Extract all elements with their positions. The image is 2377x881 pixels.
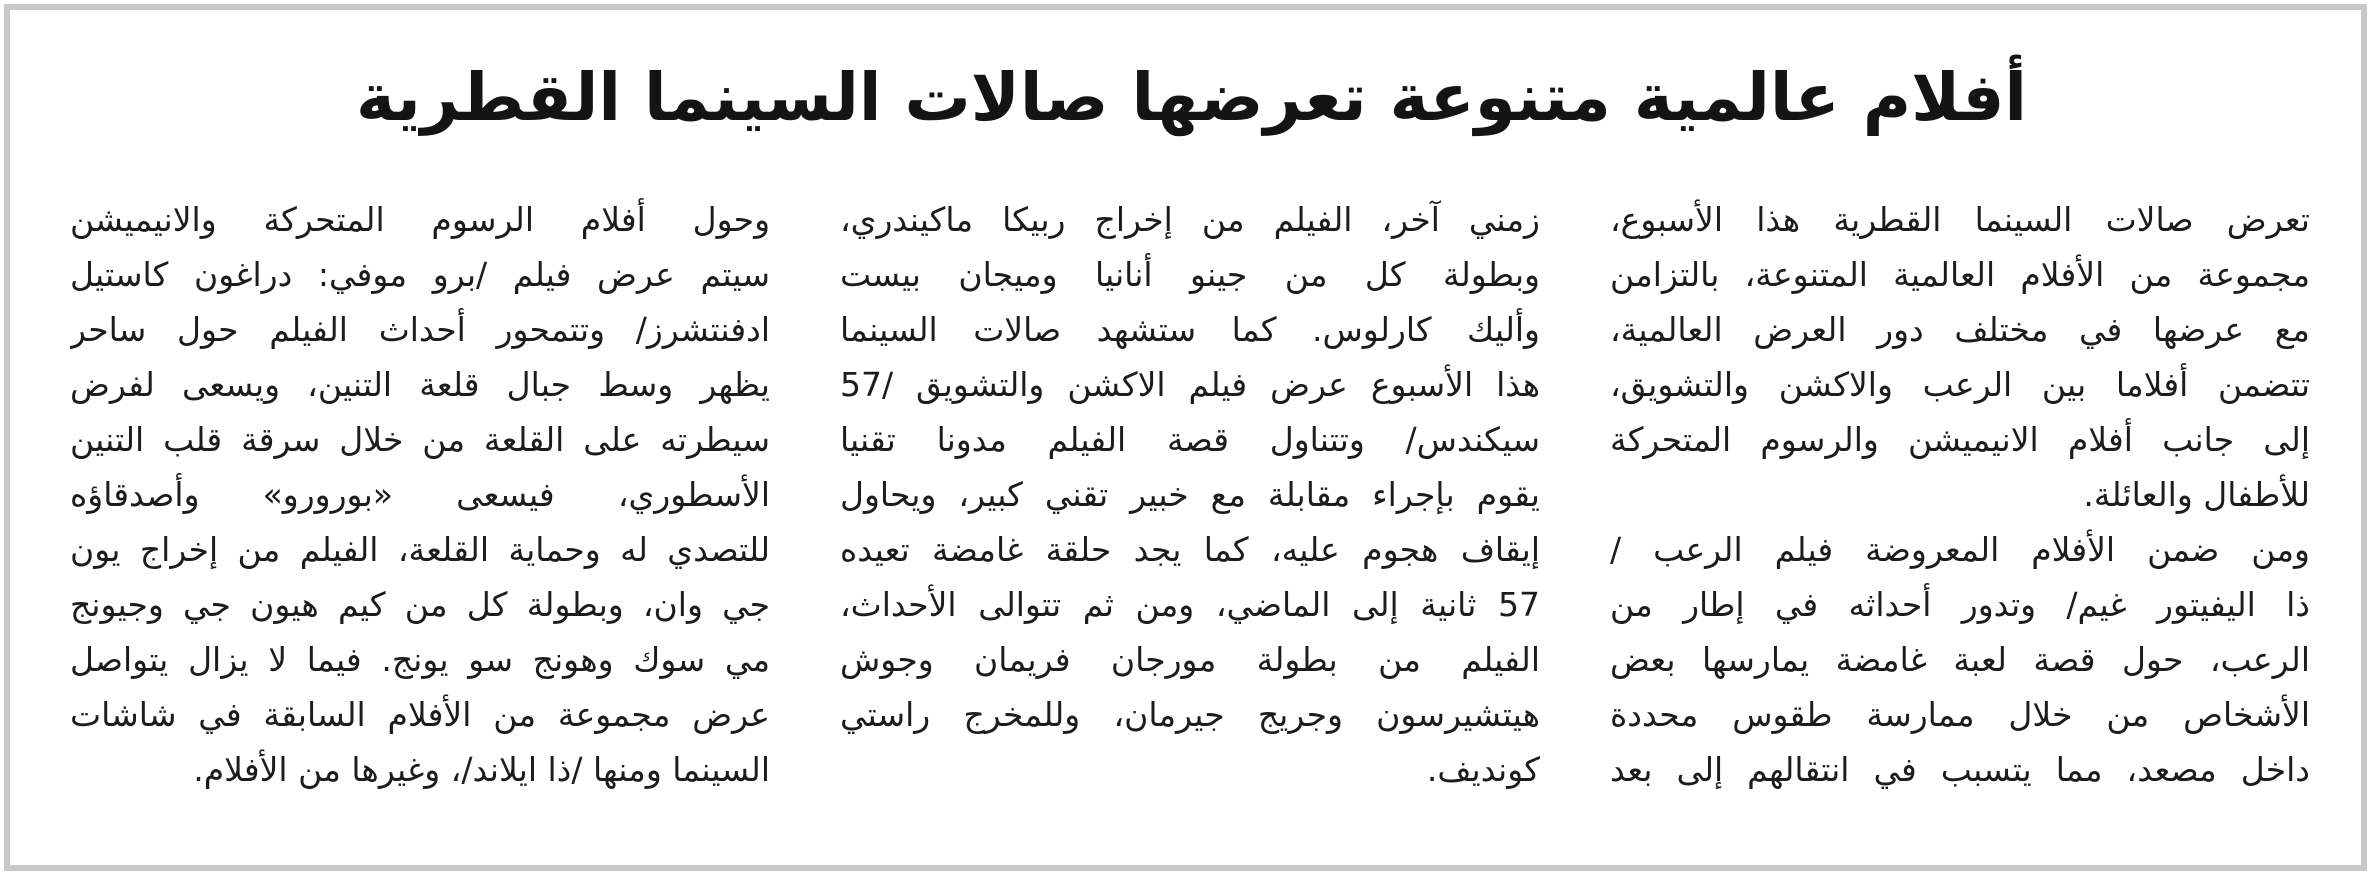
text-line: سيتم عرض فيلم /برو موفي: دراغون كاستيل <box>70 255 770 294</box>
text-line: داخل مصعد، مما يتسبب في انتقالهم إلى بعد <box>1610 750 2310 789</box>
text-line: جي وان، وبطولة كل من كيم هيون جي وجيونج <box>70 585 770 624</box>
text-line: كونديف. <box>1426 750 1540 789</box>
text-line: ادفنتشرز/ وتتمحور أحداث الفيلم حول ساحر <box>70 310 770 349</box>
text-line: السينما ومنها /ذا ايلاند/، وغيرها من الأفلام. <box>193 750 770 789</box>
article-headline: أفلام عالمية متنوعة تعرضها صالات السينما القطرية <box>355 59 2028 136</box>
text-line: هذا الأسبوع عرض فيلم الاكشن والتشويق /57 <box>840 365 1540 404</box>
text-line: سيكندس/ وتتناول قصة الفيلم مدونا تقنيا <box>840 420 1540 459</box>
article-frame <box>4 4 2367 871</box>
text-line: عرض مجموعة من الأفلام السابقة في شاشات <box>70 695 770 734</box>
text-line: 57 ثانية إلى الماضي، ومن ثم تتوالى الأحداث، <box>840 585 1540 624</box>
text-line: زمني آخر، الفيلم من إخراج ربيكا ماكيندري، <box>840 200 1540 239</box>
text-line: هيتشيرسون وجريج جيرمان، وللمخرج راستي <box>840 695 1540 734</box>
article-column-1 <box>1610 192 2310 797</box>
text-line: الرعب، حول قصة لعبة غامضة يمارسها بعض <box>1610 640 2310 679</box>
text-line: للأطفال والعائلة. <box>2083 475 2310 514</box>
text-line: الأشخاص من خلال ممارسة طقوس محددة <box>1610 695 2310 734</box>
text-line: ذا اليفيتور غيم/ وتدور أحداثه في إطار من <box>1610 585 2310 624</box>
text-line: وبطولة كل من جينو أنانيا وميجان بيست <box>840 255 1540 294</box>
article-column-2 <box>840 192 1540 797</box>
article-column-3 <box>70 192 770 797</box>
text-line: وأليك كارلوس. كما ستشهد صالات السينما <box>840 310 1540 349</box>
text-line: إيقاف هجوم عليه، كما يجد حلقة غامضة تعيده <box>840 530 1540 569</box>
text-line: الفيلم من بطولة مورجان فريمان وجوش <box>840 640 1540 679</box>
text-line: سيطرته على القلعة من خلال سرقة قلب التنين <box>70 420 770 459</box>
text-line: يظهر وسط جبال قلعة التنين، ويسعى لفرض <box>70 365 770 404</box>
text-line: يقوم بإجراء مقابلة مع خبير تقني كبير، ويحاول <box>840 475 1540 514</box>
text-line: ومن ضمن الأفلام المعروضة فيلم الرعب / <box>1610 530 2310 569</box>
text-line: مع عرضها في مختلف دور العرض العالمية، <box>1610 310 2310 349</box>
text-line: وحول أفلام الرسوم المتحركة والانيميشن <box>70 200 770 239</box>
text-line: تعرض صالات السينما القطرية هذا الأسبوع، <box>1610 200 2310 239</box>
text-line: للتصدي له وحماية القلعة، الفيلم من إخراج يون <box>70 530 770 569</box>
text-line: تتضمن أفلاما بين الرعب والاكشن والتشويق، <box>1610 365 2310 404</box>
text-line: مجموعة من الأفلام العالمية المتنوعة، بالتزامن <box>1610 255 2310 294</box>
text-line: مي سوك وهونج سو يونج. فيما لا يزال يتواصل <box>70 640 770 679</box>
text-line: الأسطوري، فيسعى «بورورو» وأصدقاؤه <box>70 475 770 514</box>
text-line: إلى جانب أفلام الانيميشن والرسوم المتحركة <box>1610 420 2310 459</box>
